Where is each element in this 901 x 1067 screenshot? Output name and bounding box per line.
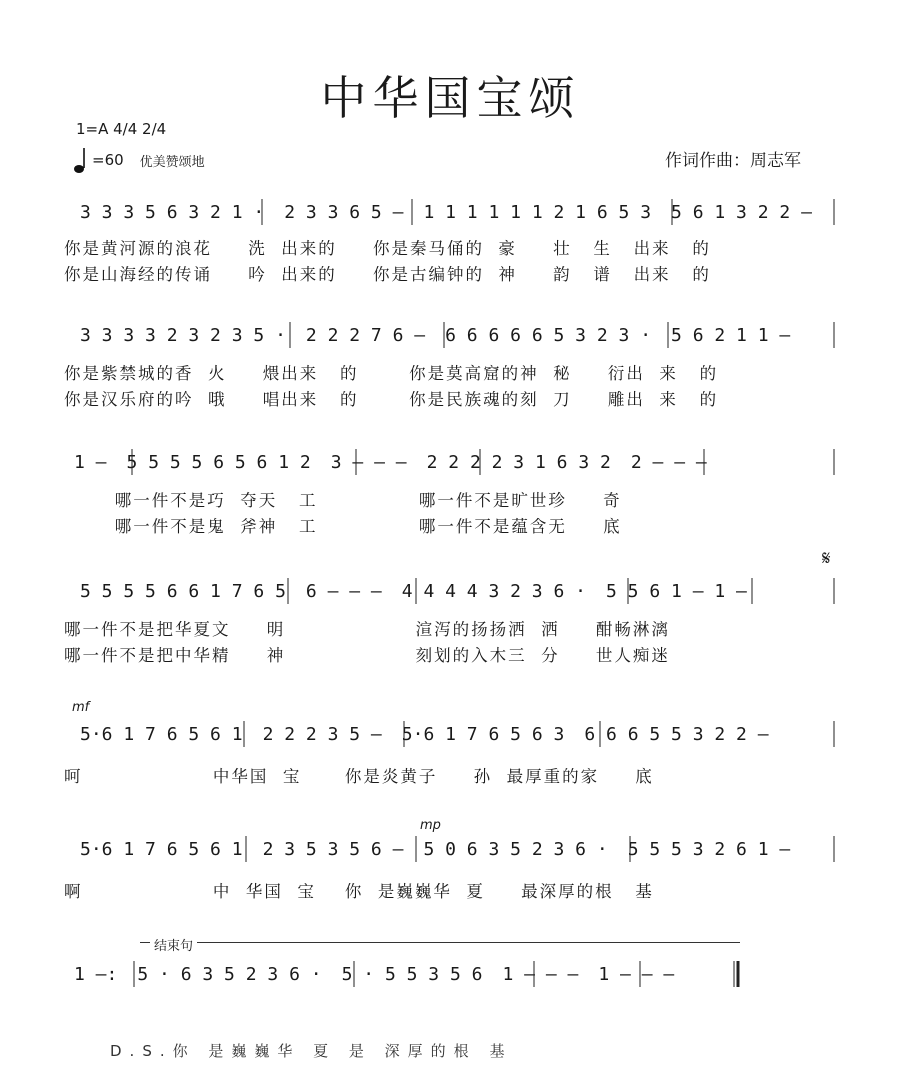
measure: 6 6 6 6 6 5 3 2 3 · <box>445 324 652 346</box>
measure: 2 3 5 3 5 6 – <box>262 838 404 860</box>
measure: 5 5 5 5 6 5 6 1 2 <box>126 451 311 473</box>
measure: 3 3 3 5 6 3 2 1 · <box>80 201 265 223</box>
song-title: 中华国宝颂 <box>320 71 581 125</box>
lyric-verse-2: 哪一件不是把中华精 神 刻划的入木三 分 世人痴迷 <box>64 646 670 665</box>
ending-label: 结束句 <box>150 935 197 954</box>
measure: 5·6 1 7 6 5 6 3 <box>401 723 565 745</box>
tempo-value: =60 <box>92 151 124 169</box>
lyric-verse-2: 哪一件不是鬼 斧神 工 哪一件不是蕴含无 底 <box>64 517 622 536</box>
tempo-marking <box>74 146 205 174</box>
score-line-3 <box>0 445 901 555</box>
score-line-1 <box>0 195 901 305</box>
measure: 3 3 3 3 2 3 2 3 5 · <box>80 324 286 346</box>
segno-sign: 𝄋 <box>822 546 831 570</box>
quarter-note-icon <box>74 146 88 174</box>
measure: 5 · 5 5 3 5 6 <box>341 963 483 985</box>
measure: 2 2 2 3 5 – <box>262 723 382 745</box>
measure: 5·6 1 7 6 5 6 1 <box>80 838 243 860</box>
measure: 2 – – – <box>630 451 707 473</box>
lyric-verse-1: 呵 中华国 宝 你是炎黄子 孙 最厚重的家 底 <box>64 767 654 786</box>
expression-text: 优美赞颂地 <box>139 154 205 170</box>
lyric-verse-1: 啊 中 华国 宝 你 是巍巍华 夏 最深厚的根 基 <box>64 882 654 901</box>
notation <box>70 832 800 866</box>
score-line-6 <box>0 832 901 942</box>
partial-bottom-lyric: D.S.你 是巍巍华 夏 是 深厚的根 基 <box>110 1042 513 1060</box>
score-line-4 <box>0 574 901 684</box>
measure: 1 –: <box>74 963 118 985</box>
measure: 3 – – – <box>330 451 407 473</box>
ending-bracket <box>140 942 740 955</box>
measure: 5 6 2 1 1 – <box>671 324 791 346</box>
measure: 5 5 5 5 6 6 1 7 6 5 <box>80 580 286 602</box>
measure: 1 1 1 1 1 1 2 1 6 5 3 <box>423 201 652 223</box>
dynamic-mf: mf <box>72 700 90 715</box>
lyric-verse-1: 你是紫禁城的香 火 煨出来 的 你是莫高窟的神 秘 衍出 来 的 <box>64 364 719 383</box>
measure: 1 – – – <box>502 963 579 985</box>
measure: 4 4 4 4 3 2 3 6 · <box>401 580 586 602</box>
measure: 6 – – – <box>305 580 382 602</box>
lyric-verse-1: 你是黄河源的浪花 洗 出来的 你是秦马俑的 豪 壮 生 出来 的 <box>64 239 711 258</box>
lyric-verse-2: 你是山海经的传诵 吟 出来的 你是古编钟的 神 韵 谱 出来 的 <box>64 265 711 284</box>
measure: 2 3 3 6 5 – <box>284 201 404 223</box>
measure: 2 2 2 2 3 1 6 3 2 <box>426 451 611 473</box>
notation <box>70 195 822 229</box>
measure: 5 0 6 3 5 2 3 6 · <box>423 838 608 860</box>
author-credit: 作词作曲：周志军 <box>665 151 801 171</box>
notation <box>70 318 800 352</box>
notation <box>64 957 684 991</box>
measure: 1 – – – <box>598 963 675 985</box>
notation <box>70 717 779 751</box>
key-signature: 1=A 4/4 2/4 <box>76 120 167 138</box>
measure: 5 6 1 3 2 2 – <box>671 201 812 223</box>
measure: 2 2 2 7 6 – <box>305 324 426 346</box>
measure: 1 – <box>74 451 107 473</box>
dynamic-mp: mp <box>420 818 441 833</box>
score-line-5 <box>0 717 901 827</box>
score-line-2 <box>0 318 901 428</box>
measure: 5 · 6 3 5 2 3 6 · <box>137 963 322 985</box>
lyric-verse-1: 哪一件不是把华夏文 明 渲泻的扬扬洒 洒 酣畅淋漓 <box>64 620 670 639</box>
notation <box>64 445 717 479</box>
measure: 5 5 5 3 2 6 1 – <box>627 838 791 860</box>
measure: 6 6 6 5 5 3 2 2 – <box>584 723 769 745</box>
lyric-verse-2: 你是汉乐府的吟 哦 唱出来 的 你是民族魂的刻 刀 雕出 来 的 <box>64 390 719 409</box>
measure: 5·6 1 7 6 5 6 1 <box>80 723 243 745</box>
notation <box>70 574 757 608</box>
measure: 5 5 6 1 – 1 – <box>606 580 747 602</box>
lyric-verse-1: 哪一件不是巧 夺天 工 哪一件不是旷世珍 奇 <box>64 491 622 510</box>
